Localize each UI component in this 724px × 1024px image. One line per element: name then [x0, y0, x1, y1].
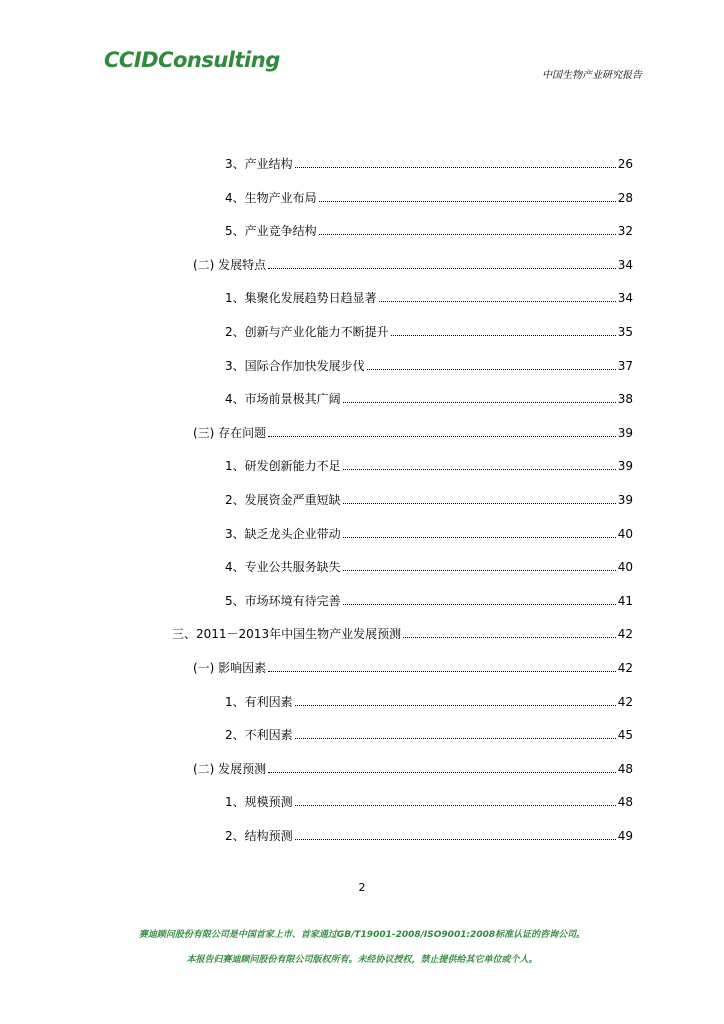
toc-entry[interactable] [225, 560, 633, 574]
toc-dot-leader [379, 300, 616, 302]
toc-entry[interactable] [225, 157, 633, 171]
toc-entry[interactable] [225, 594, 633, 608]
toc-dot-leader [343, 502, 616, 504]
toc-entry-page-number: 39 [617, 426, 633, 440]
toc-entry[interactable] [193, 762, 633, 776]
toc-entry-page-number: 39 [617, 493, 633, 507]
toc-entry[interactable] [225, 392, 633, 406]
toc-entry-page-number: 49 [617, 829, 633, 843]
toc-entry-page-number: 26 [617, 157, 633, 171]
toc-entry[interactable] [225, 527, 633, 541]
toc-dot-leader [391, 334, 616, 336]
toc-entry-page-number: 34 [617, 258, 633, 272]
toc-entry[interactable] [225, 829, 633, 843]
company-logo: CCIDConsulting [104, 48, 280, 72]
toc-entry-page-number: 42 [617, 661, 633, 675]
footer-copyright: 本报告归赛迪顾问股份有限公司版权所有。未经协议授权，禁止提供给其它单位或个人。 [186, 955, 538, 965]
toc-dot-leader [343, 569, 616, 571]
report-title: 中国生物产业研究报告 [542, 70, 642, 81]
page-number: 2 [358, 881, 366, 894]
toc-dot-leader [295, 737, 616, 739]
toc-entry-label: (一) 影响因素 [193, 661, 267, 675]
toc-dot-leader [268, 267, 616, 269]
toc-entry-label: 1、研发创新能力不足 [225, 459, 341, 473]
toc-entry-label: 2、发展资金严重短缺 [225, 493, 341, 507]
toc-entry[interactable] [225, 291, 633, 305]
toc-entry-label: 3、产业结构 [225, 157, 293, 171]
toc-entry-label: 2、结构预测 [225, 829, 293, 843]
toc-dot-leader [295, 804, 616, 806]
toc-entry-page-number: 45 [617, 728, 633, 742]
toc-entry[interactable] [225, 795, 633, 809]
toc-dot-leader [403, 636, 616, 638]
toc-entry[interactable] [193, 426, 633, 440]
toc-entry-label: 3、国际合作加快发展步伐 [225, 359, 365, 373]
toc-dot-leader [268, 670, 616, 672]
toc-entry-label: 1、有利因素 [225, 695, 293, 709]
toc-entry[interactable] [225, 325, 633, 339]
toc-entry-label: 2、不利因素 [225, 728, 293, 742]
toc-entry-label: (二) 发展预测 [193, 762, 267, 776]
toc-entry-label: 三、2011－2013年中国生物产业发展预测 [172, 627, 402, 641]
footer-company-statement: 赛迪顾问股份有限公司是中国首家上市、首家通过GB/T19001-2008/ISO9001:2008标准认证的咨询公司。 [138, 930, 586, 940]
toc-entry[interactable] [172, 627, 633, 641]
toc-dot-leader [343, 603, 616, 605]
toc-entry-label: 1、集聚化发展趋势日趋显著 [225, 291, 377, 305]
toc-dot-leader [319, 200, 616, 202]
toc-dot-leader [295, 704, 616, 706]
toc-entry-label: 5、市场环境有待完善 [225, 594, 341, 608]
toc-dot-leader [268, 435, 616, 437]
toc-entry[interactable] [225, 224, 633, 238]
toc-entry-page-number: 32 [617, 224, 633, 238]
toc-entry-page-number: 37 [617, 359, 633, 373]
toc-entry-page-number: 38 [617, 392, 633, 406]
toc-entry[interactable] [225, 728, 633, 742]
toc-entry[interactable] [225, 359, 633, 373]
toc-entry-page-number: 39 [617, 459, 633, 473]
toc-entry-label: 1、规模预测 [225, 795, 293, 809]
toc-entry-label: (三) 存在问题 [193, 426, 267, 440]
toc-dot-leader [367, 368, 616, 370]
toc-dot-leader [343, 536, 616, 538]
toc-entry-label: 3、缺乏龙头企业带动 [225, 527, 341, 541]
toc-dot-leader [295, 166, 616, 168]
toc-entry-page-number: 40 [617, 527, 633, 541]
toc-dot-leader [295, 838, 616, 840]
toc-dot-leader [343, 468, 616, 470]
toc-entry[interactable] [193, 661, 633, 675]
toc-entry-page-number: 40 [617, 560, 633, 574]
toc-entry-label: 2、创新与产业化能力不断提升 [225, 325, 389, 339]
toc-entry[interactable] [225, 459, 633, 473]
toc-entry-page-number: 35 [617, 325, 633, 339]
toc-entry-page-number: 41 [617, 594, 633, 608]
toc-dot-leader [319, 233, 616, 235]
toc-entry[interactable] [193, 258, 633, 272]
toc-entry[interactable] [225, 695, 633, 709]
toc-entry-page-number: 28 [617, 191, 633, 205]
toc-dot-leader [268, 771, 616, 773]
toc-entry[interactable] [225, 191, 633, 205]
toc-entry-label: (二) 发展特点 [193, 258, 267, 272]
toc-entry-label: 4、市场前景极其广阔 [225, 392, 341, 406]
toc-entry-page-number: 48 [617, 795, 633, 809]
toc-entry-label: 4、专业公共服务缺失 [225, 560, 341, 574]
toc-entry[interactable] [225, 493, 633, 507]
toc-dot-leader [343, 401, 616, 403]
toc-entry-label: 4、生物产业布局 [225, 191, 317, 205]
toc-entry-page-number: 42 [617, 627, 633, 641]
toc-entry-label: 5、产业竞争结构 [225, 224, 317, 238]
toc-entry-page-number: 48 [617, 762, 633, 776]
toc-entry-page-number: 42 [617, 695, 633, 709]
toc-entry-page-number: 34 [617, 291, 633, 305]
